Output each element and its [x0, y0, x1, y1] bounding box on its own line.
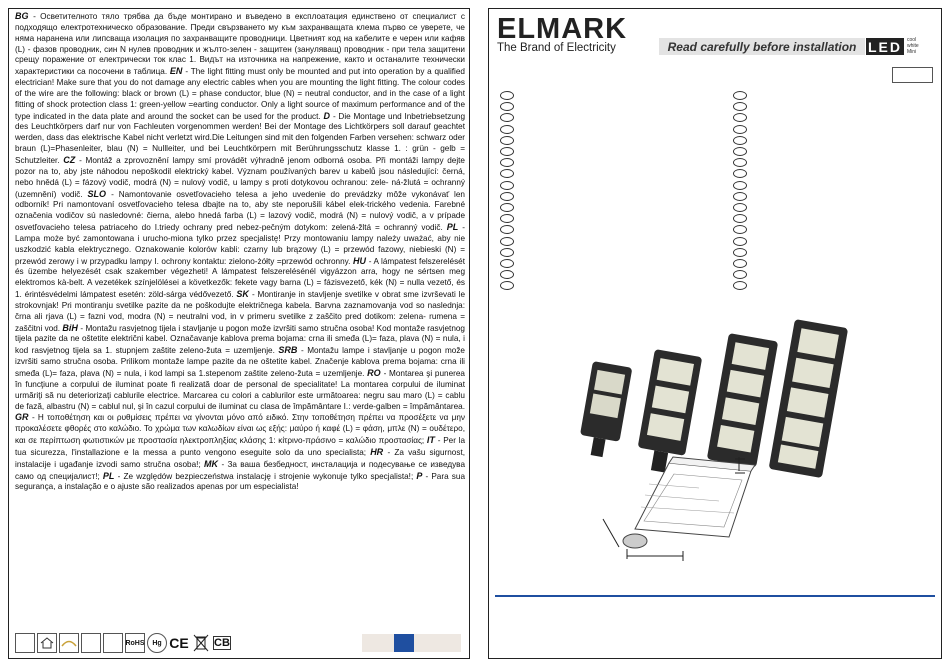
- bullet-circle: [733, 203, 747, 212]
- bullet-circle: [733, 259, 747, 268]
- lang-text-bih: - Montažu rasvjetnog tijela i stavljanje u pogon može izvršiti samo stručna osoba! Kod montaže rasvjetnog tijela pazite da ne oštetite električni kabel. Označavanje kablova prema bojama: crna ili smeđa (L)= faza, plava (N) = nula, i kod rasvjetnog tijela sa 1. stupnjem zaštite zeleno-žuta = uzemljenje.: [15, 323, 465, 356]
- bullet-circle: [500, 102, 514, 111]
- multilingual-instructions-panel: [8, 8, 470, 659]
- safety-instructions-text: [15, 11, 465, 493]
- bullet-circle: [500, 270, 514, 279]
- read-carefully-banner: Read carefully before installation: [659, 38, 865, 55]
- led-side-labels: cool white Mini: [907, 37, 919, 55]
- dimension-drawing: [599, 449, 799, 564]
- bullet-circle: [500, 281, 514, 290]
- bullet-circle: [733, 102, 747, 111]
- weee-bin-icon: [191, 633, 211, 653]
- bullet-circle: [500, 203, 514, 212]
- lang-code-ro: RO: [367, 368, 384, 378]
- bullet-circle: [733, 237, 747, 246]
- blank-icon-1: [81, 633, 101, 653]
- lang-code-bih: BiH: [62, 322, 81, 333]
- lang-text-en: - The light fitting must only be mounted and put into operation by a qualified electrician! Make sure that you do not damage any electric cables when you are mounting the light fitting. The colour codes of the wire are the following: black or brown (L) = phase conductor, blue (N) = neutral conductor, and in the case of a light fitting of shock protection class 1: green-yellow =earting conductor. Only a light source of maximum performance and of the type indicated in the data plate and around the socket can be used for the product.: [15, 67, 465, 121]
- lang-code-srb: SRB: [278, 345, 302, 356]
- cb-mark-icon: CB: [214, 637, 230, 649]
- bullet-circle: [500, 158, 514, 167]
- bullet-circle: [500, 248, 514, 257]
- brand-block: [497, 14, 627, 54]
- lang-text-hr: - Za vašu sigurnost, instalacije i ugađanje izvodi samo stručna osoba!;: [15, 447, 465, 469]
- accent-divider: [495, 595, 935, 597]
- cert-square-icon: [15, 633, 35, 653]
- bullet-circle: [500, 125, 514, 134]
- lang-code-cz: CZ: [63, 154, 80, 165]
- elmark-logo: ELMARK: [497, 13, 628, 45]
- bullet-circle: [733, 158, 747, 167]
- bullet-circle: [733, 270, 747, 279]
- bullet-circle: [733, 136, 747, 145]
- lang-code-p: P: [416, 470, 426, 481]
- lang-text-hu: - A lámpatest felszerelését és üzembe helyezését csak szakember végezheti! A lámpatest felszerelésénél vigyázzon arra, hogy ne sértsen meg elektromos kà-belt. A vezetékek színjelölései a következők: fekete vagy barna (L) = fázisvezető, kék (N) = nulla vezető, és 1. érintésvédelmi lámpatest esetén: zöld-sárga védővezető.: [15, 256, 466, 300]
- lang-text-pl: - Lampa może być zamontowana i urucho-miona tylko przez specjalistę! Przy montowaniu lampy należy uważać, aby nie uszkodzić kabla elektrycznego. Oznakowanie kolorów kabli: czarny lub brązowy (L) = przewód fazowy, niebieski (N) = przewód zerowy i w przypadku lampy I. ochrony kontaktu: zielono-żółty =przewód ochronny.: [15, 223, 465, 266]
- bullet-circle: [500, 225, 514, 234]
- lang-code-it: IT: [426, 435, 438, 446]
- hg-free-icon: Hg: [147, 633, 167, 653]
- led-badge: LED: [868, 38, 902, 55]
- blank-icon-2: [103, 633, 123, 653]
- product-sheet-panel: [488, 8, 942, 659]
- info-box: [892, 67, 933, 83]
- barcode-strip: [362, 634, 461, 652]
- bullet-circle: [733, 281, 747, 290]
- lang-text-pl: - Ze względów bezpieczeństwa instalację i strojenie wykonuje tylko specjalista!;: [117, 471, 417, 481]
- bullet-circle: [733, 125, 747, 134]
- lang-text-srb: - Montažu lampe i stavljanje u pogon može izvršiti samo stručna osoba. Prilikom montaže lampe pazite da ne oštetite kabel. Značenje kablova prema bojama: crna ili smeđa (L)= faza, plava (N) = nula, i kod lampi sa 1.stepenom zaštite zeleno-žuta = uzemljenje.: [15, 346, 465, 378]
- lang-text-ro: - Montarea şi punerea în funcţiune a corpului de iluminat poate fi realizată doar de personal de specialitate! La montarea corpului de iluminat urmăriţi să nu deteriorizaţi cablurile electrice. Marcarea cu colori a cablurilor este următoarea: negru sau maro (L) = cablu de fază, albastru (N) = cablul nul, şi în cazul corpului de iluminat cu clasa de împământare I.: verde-galben = împământarea.: [15, 369, 465, 411]
- bullet-circle: [733, 147, 747, 156]
- lang-code-hu: HU: [352, 255, 369, 266]
- lang-code-mk: MK: [203, 458, 222, 469]
- bullet-circle: [500, 181, 514, 190]
- bullet-circle: [733, 192, 747, 201]
- lang-code-d: D: [323, 110, 333, 121]
- bullet-circle: [733, 181, 747, 190]
- bullet-circle: [500, 113, 514, 122]
- lang-text-cz: - Montáž a zprovoznění lampy smí provádět výhradně jenom odborná osoba. Při montáži lampy dejte pozor na to, aby jste náhodou nepoškodil elektrický kabel. Význam používaných barev u kabelů jsou následující: černá, nebo hnědá (L) = fázový vodič, modrá (N) = nulový vodič, u lampy s proti dotykovou ochranou: zele- ná-žlutá = ochranný (uzemnění) vodič.: [15, 155, 465, 199]
- lang-text-gr: - Η τοποθέτηση και οι ρυθμίσεις πρέπει να γίνονται μόνο από ειδικό. Στην τοποθέτηση πρέπει να προσέξετε να μην προκαλέσετε φθορές στο καλώδιο. Το χρώμα των καλωδίων είναι ως εξής: μαύρο ή καφέ (L) = φάση, μπλε (N) = ουδέτερο, και σε περίπτωση φωτιστικών με προστασία ηλεκτροπληξίας κλάσης 1: κίτρινο-πράσινο = καλώδιο προστασίας;: [15, 413, 465, 446]
- lang-code-pl: PL: [102, 470, 118, 481]
- lang-text-bg: - Осветителното тяло трябва да бъде монтирано и въведено в експлоатация единствено от специалист с подходящо електротехническо образование. Преди свързването му към захранващата клема първо се уверете, че няма наранена или липсваща изолация по захранващите проводници. Цветният код на кабелите е черен или кафяв (L) - фазов проводник, син N нулев проводник и жълто-зелен - защитен (зануляващ) проводник - при тела защитени срещу поражение от електрически ток клас 1. Видът на източника на напрежение, както и останалите технически характеристики са посочени в таблица.: [15, 12, 465, 77]
- ce-mark-icon: CE: [169, 635, 189, 651]
- lang-text-p: - Para sua segurança, a instalação e o ajuste são realizados apenas por um especialista!: [15, 471, 465, 492]
- lang-text-it: - Per la tua sicurezza, l'installazione e la messa a punto vengono eseguite solo da uno specialista;: [15, 436, 465, 457]
- lamp-small: [577, 361, 633, 460]
- lang-code-en: EN: [169, 66, 186, 77]
- house-icon: [37, 633, 57, 653]
- certification-icons: [15, 633, 231, 653]
- bullet-circle: [733, 169, 747, 178]
- lang-text-sk: - Montiranje in stavljenje svetilke v obrat sme izvrševati le strokovnjak! Pri montiranju svetilke pazite da ne poškodujte električnega kabela. Barvna zaznamovanja vod so naslednja: črna ali rjava (L) = fazni vod, modra (N) = neutralni vod, in v primeru svetilke z zaščito pred dotikom: zelena- rumena = zaščitni vod.: [15, 290, 465, 333]
- bullet-circle: [733, 225, 747, 234]
- bullet-circle: [733, 214, 747, 223]
- lang-code-pl: PL: [446, 222, 463, 233]
- dome-light-icon: [59, 633, 79, 653]
- lang-code-gr: GR: [15, 412, 32, 423]
- bullet-circle: [500, 214, 514, 223]
- bullet-circle: [733, 113, 747, 122]
- lang-code-slo: SLO: [87, 188, 112, 199]
- lang-text-slo: - Namontovanie osvetľovacieho telesa a jeho uvedenie do prevádzky môže vykonávať len odborník! Pri namontovaní osvetľovacieho telesa dbajte na to, aby ste neporušili kábel elek-trického vedenia. Farebné označenia vodičov sú nasledovné: čierna, alebo hnedá farba (L) = lazový vodič, modrá (N) = nulový vodič, a v prípade osvetľovacieho telesa patriaceho do I.triedy ochrany pred nebez-pečným dotykom: zelená-žltá = ochranný vodič.: [15, 189, 465, 233]
- bullet-circle: [500, 136, 514, 145]
- rohs-icon: RoHS: [125, 633, 145, 653]
- bullet-circle: [500, 259, 514, 268]
- bullet-circle: [500, 169, 514, 178]
- brand-tagline: The Brand of Electricity: [497, 42, 616, 54]
- bullet-circle: [733, 91, 747, 100]
- bullet-circle: [500, 91, 514, 100]
- bullet-circle: [500, 192, 514, 201]
- lang-code-hr: HR: [370, 446, 388, 457]
- lang-text-mk: - За ваша безбедност, инсталација и подесување се изведува само од специјалист!;: [15, 459, 465, 481]
- lang-text-d: - Die Montage und Inbetriebsetzung des Leuchtkörpers darf nur von Fachleuten vorgenommen werden! Bei der Montage des Lichtkörpers soll darauf geachtet werden, dass das elektrische Kabel nicht verletzt wird.Die Leitungen sind mit den folgenden Farben versehen: schwarz oder braun (L)=Phasenleiter, blau (N) = Nullleiter, und bei Leuchtkörpern mit Berührungsschutz klasse 1. : grün - gelb = Schutzleiter.: [15, 111, 466, 165]
- bullet-circle: [733, 248, 747, 257]
- bullet-circle: [500, 147, 514, 156]
- lang-code-bg: BG: [15, 11, 34, 21]
- bullet-circle: [500, 237, 514, 246]
- lang-code-sk: SK: [236, 289, 252, 300]
